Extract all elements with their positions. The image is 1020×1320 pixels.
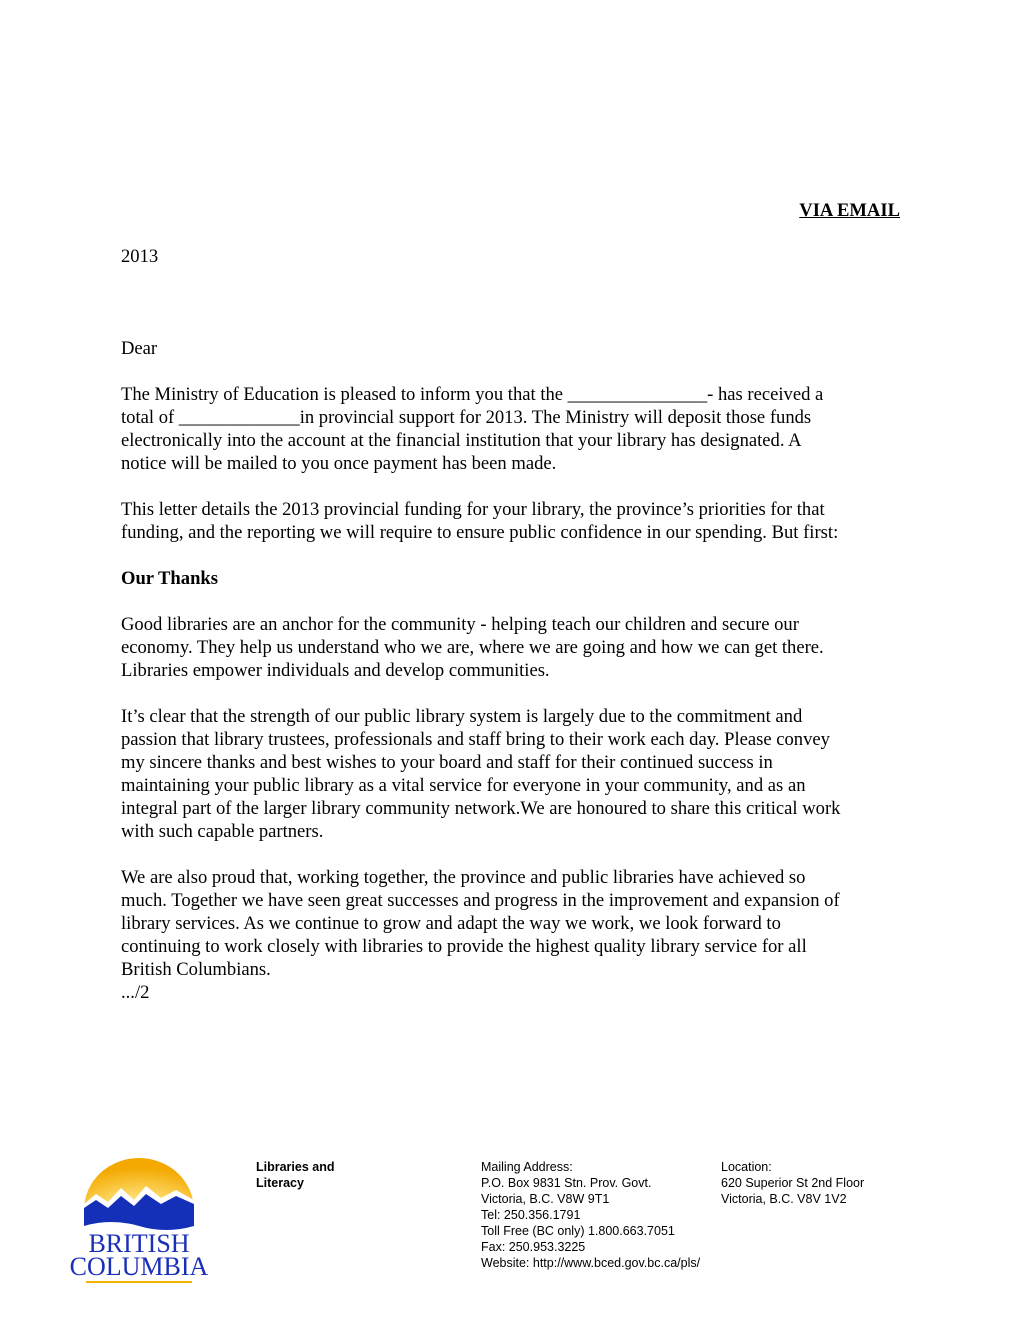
text-line: Good libraries are an anchor for the community - helping teach our children and secure our [121,614,799,635]
section-heading: Our Thanks [121,568,218,589]
location-line: 620 Superior St 2nd Floor [721,1176,865,1190]
paragraph-libraries [121,613,824,682]
text-line: continuing to work closely with libraries to provide the highest quality library service for all [121,936,807,957]
mailing-line: P.O. Box 9831 Stn. Prov. Govt. [481,1176,652,1190]
text-line: funding, and the reporting we will require to ensure public confidence in our spending. But first: [121,522,839,543]
footer-mailing-address [481,1159,700,1271]
website: Website: http://www.bced.gov.bc.ca/pls/ [481,1256,701,1270]
text-line: library services. As we continue to grow and adapt the way we work, we look forward to [121,913,781,934]
text-line: It’s clear that the strength of our public library system is largely due to the commitment and [121,706,803,727]
text-line: economy. They help us understand who we are, where we are going and how we can get there. [121,637,824,658]
footer-department [256,1159,335,1191]
footer-location [721,1159,864,1207]
text-line: my sincere thanks and best wishes to your board and staff for their continued success in [121,752,773,773]
phone: Tel: 250.356.1791 [481,1208,581,1222]
paragraph-funding [121,383,823,475]
fax: Fax: 250.953.3225 [481,1240,586,1254]
text-line: electronically into the account at the financial institution that your library has designated. A [121,430,802,451]
bc-logo [66,1158,212,1286]
delivery-method: VIA EMAIL [799,200,900,221]
text-line: This letter details the 2013 provincial funding for your library, the province’s priorities for that [121,499,825,520]
text-line: maintaining your public library as a vital service for everyone in your community, and as an [121,775,806,796]
logo-text-columbia: COLUMBIA [69,1252,209,1281]
toll-free: Toll Free (BC only) 1.800.663.7051 [481,1224,675,1238]
text-line: passion that library trustees, professionals and staff bring to their work each day. Please convey [121,729,830,750]
text-line: notice will be mailed to you once payment has been made. [121,453,557,474]
mailing-label: Mailing Address: [481,1160,573,1174]
location-line: Victoria, B.C. V8V 1V2 [721,1192,847,1206]
text-line: Libraries empower individuals and develop communities. [121,660,550,681]
paragraph-details [121,498,838,544]
location-label: Location: [721,1160,772,1174]
page-marker: .../2 [121,982,150,1003]
department-line: Literacy [256,1176,304,1190]
text-line: with such capable partners. [121,821,324,842]
text-line: much. Together we have seen great successes and progress in the improvement and expansion of [121,890,840,911]
department-line: Libraries and [256,1160,335,1174]
text-line: British Columbians. [121,959,271,980]
text-line: The Ministry of Education is pleased to inform you that the _______________- has received a [121,384,824,405]
paragraph-proud [121,866,840,1004]
letter-date: 2013 [121,246,159,267]
mailing-line: Victoria, B.C. V8W 9T1 [481,1192,610,1206]
salutation: Dear [121,338,158,359]
text-line: integral part of the larger library community network.We are honoured to share this critical work [121,798,841,819]
text-line: We are also proud that, working together, the province and public libraries have achieved so [121,867,806,888]
text-line: total of _____________in provincial support for 2013. The Ministry will deposit those funds [121,407,812,428]
paragraph-strength [121,705,840,843]
logo-text-british: BRITISH [88,1229,190,1258]
